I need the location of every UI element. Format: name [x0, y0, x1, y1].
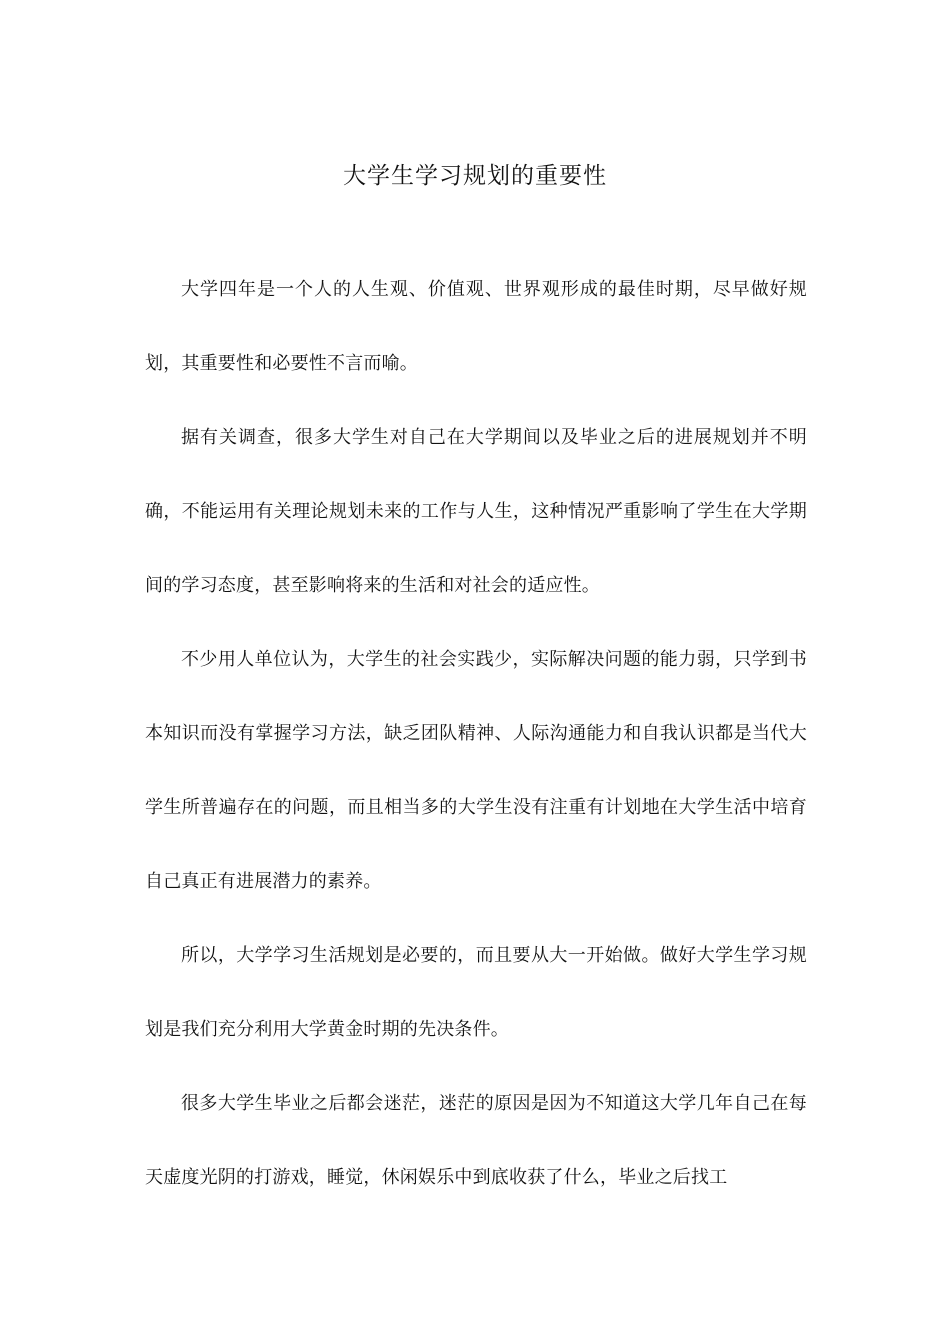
paragraph-4: 所以，大学学习生活规划是必要的，而且要从大一开始做。做好大学生学习规划是我们充分利用大学黄金时期的先决条件。 [145, 945, 807, 1040]
paragraph-3: 不少用人单位认为，大学生的社会实践少，实际解决问题的能力弱，只学到书本知识而没有掌握学习方法，缺乏团队精神、人际沟通能力和自我认识都是当代大学生所普遍存在的问题，而且相当多的大学生没有注重有计划地在大学生活中培育自己真正有进展潜力的素养。 [145, 649, 807, 892]
paragraph-1: 大学四年是一个人的人生观、价值观、世界观形成的最佳时期，尽早做好规划，其重要性和必要性不言而喻。 [145, 279, 807, 374]
document-body [145, 253, 807, 1215]
document-title: 大学生学习规划的重要性 [343, 163, 607, 189]
paragraph-5: 很多大学生毕业之后都会迷茫，迷茫的原因是因为不知道这大学几年自己在每天虚度光阴的打游戏，睡觉，休闲娱乐中到底收获了什么，毕业之后找工 [145, 1093, 807, 1188]
paragraph-2: 据有关调查，很多大学生对自己在大学期间以及毕业之后的进展规划并不明确，不能运用有关理论规划未来的工作与人生，这种情况严重影响了学生在大学期间的学习态度，甚至影响将来的生活和对社会的适应性。 [145, 427, 807, 596]
